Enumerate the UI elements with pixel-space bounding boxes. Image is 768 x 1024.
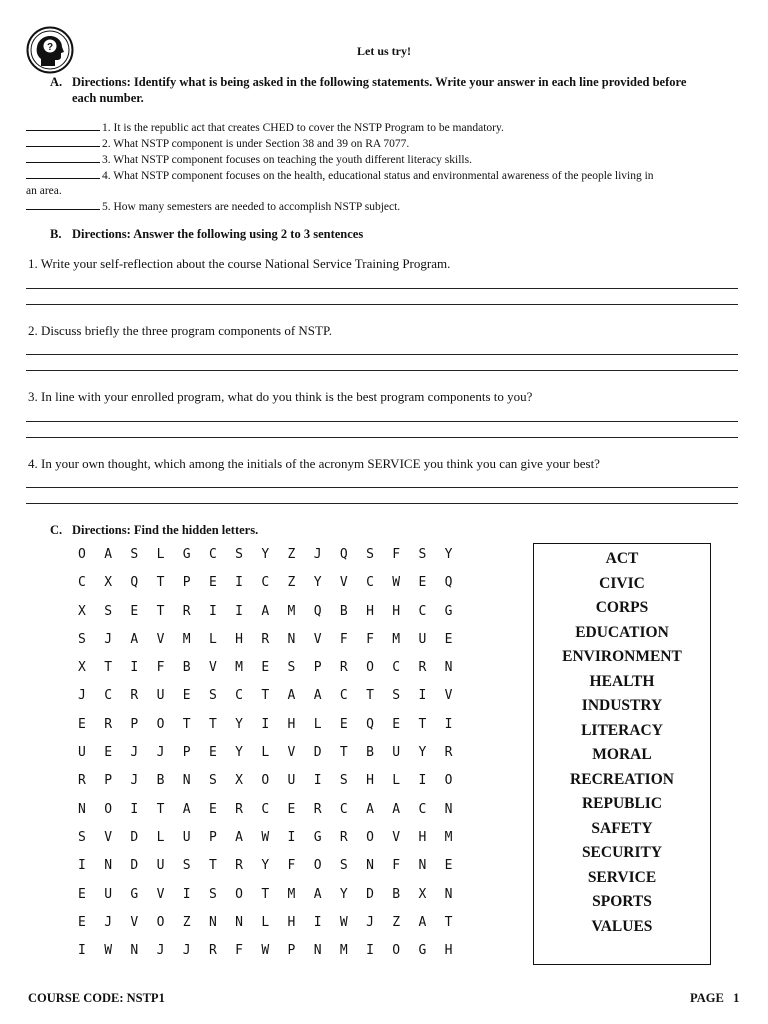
grid-letter[interactable]: S: [287, 660, 296, 676]
grid-letter[interactable]: S: [339, 773, 348, 789]
grid-letter[interactable]: A: [235, 829, 243, 845]
grid-letter[interactable]: I: [130, 801, 139, 817]
grid-letter[interactable]: H: [287, 914, 296, 930]
answer-blank[interactable]: [26, 168, 100, 179]
word-list: [534, 547, 710, 939]
grid-letter[interactable]: I: [313, 773, 322, 789]
grid-letter[interactable]: A: [313, 688, 322, 704]
grid-letter[interactable]: C: [392, 660, 401, 676]
question-1: 1. Write your self-reflection about the course National Service Training Program.: [28, 256, 451, 271]
grid-letter[interactable]: W: [261, 943, 270, 959]
grid-letter[interactable]: S: [78, 829, 86, 845]
answer-line[interactable]: [26, 487, 738, 488]
grid-letter[interactable]: W: [104, 943, 113, 959]
grid-letter[interactable]: V: [444, 688, 453, 704]
grid-letter[interactable]: N: [104, 858, 113, 874]
grid-letter[interactable]: Y: [339, 886, 348, 902]
word-list-item: MORAL: [592, 746, 652, 763]
grid-letter[interactable]: T: [418, 716, 427, 732]
grid-letter[interactable]: A: [104, 547, 113, 562]
grid-letter[interactable]: A: [130, 631, 139, 647]
grid-letter[interactable]: I: [418, 688, 427, 704]
grid-letter[interactable]: I: [287, 829, 296, 845]
grid-row: [78, 716, 471, 744]
list-item: 3. What NSTP component focuses on teaching the youth different literacy skills.: [26, 152, 746, 168]
grid-letter[interactable]: T: [156, 575, 165, 591]
grid-letter[interactable]: I: [208, 603, 217, 619]
grid-letter[interactable]: W: [339, 914, 348, 930]
grid-letter[interactable]: P: [208, 829, 217, 845]
grid-row: [78, 574, 471, 602]
word-list-item: INDUSTRY: [581, 697, 663, 714]
grid-letter[interactable]: U: [418, 631, 427, 647]
grid-letter[interactable]: B: [156, 773, 165, 789]
grid-letter[interactable]: V: [104, 829, 113, 845]
section-a-marker: A.: [50, 75, 63, 89]
grid-letter[interactable]: S: [208, 773, 217, 789]
grid-letter[interactable]: D: [366, 886, 374, 902]
word-list-item: SECURITY: [581, 844, 663, 861]
word-list-item: SERVICE: [587, 868, 657, 886]
grid-letter[interactable]: G: [313, 829, 322, 845]
grid-row: [78, 914, 471, 942]
section-a-directions-line1: Directions: Identify what is being asked in the following statements. Write your answer in each line provided before: [72, 75, 687, 89]
grid-letter[interactable]: E: [444, 858, 453, 874]
answer-line[interactable]: [26, 288, 738, 289]
grid-letter[interactable]: Q: [444, 575, 453, 591]
grid-letter[interactable]: X: [78, 660, 86, 676]
grid-letter[interactable]: J: [313, 547, 322, 562]
grid-letter[interactable]: F: [392, 547, 401, 562]
grid-letter[interactable]: U: [156, 688, 165, 704]
grid-letter[interactable]: G: [182, 547, 191, 562]
answer-blank[interactable]: [26, 136, 100, 147]
grid-letter[interactable]: R: [235, 858, 243, 874]
grid-letter[interactable]: Z: [182, 914, 191, 930]
word-list-item: SAFETY: [591, 819, 653, 837]
grid-letter[interactable]: N: [444, 660, 453, 676]
grid-letter[interactable]: D: [130, 858, 139, 874]
grid-letter[interactable]: A: [392, 801, 401, 817]
list-item: 5. How many semesters are needed to accomplish NSTP subject.: [26, 199, 746, 215]
grid-letter[interactable]: C: [261, 801, 270, 817]
grid-letter[interactable]: P: [287, 943, 296, 959]
grid-letter[interactable]: I: [78, 858, 86, 874]
grid-letter[interactable]: U: [182, 829, 191, 845]
grid-letter[interactable]: B: [366, 745, 374, 761]
grid-letter[interactable]: C: [261, 575, 270, 591]
grid-letter[interactable]: U: [156, 858, 165, 874]
grid-row: [78, 857, 471, 885]
grid-letter[interactable]: X: [78, 603, 86, 619]
grid-letter[interactable]: N: [208, 914, 217, 930]
grid-letter[interactable]: F: [235, 943, 243, 959]
grid-letter[interactable]: F: [156, 660, 165, 676]
grid-letter[interactable]: T: [208, 716, 217, 732]
grid-letter[interactable]: B: [182, 660, 191, 676]
grid-letter[interactable]: Y: [261, 547, 270, 562]
grid-letter[interactable]: E: [444, 631, 453, 647]
grid-letter[interactable]: D: [130, 829, 139, 845]
grid-letter[interactable]: J: [156, 745, 165, 761]
grid-letter[interactable]: D: [313, 745, 322, 761]
grid-letter[interactable]: O: [104, 801, 113, 817]
grid-letter[interactable]: J: [78, 688, 86, 704]
grid-letter[interactable]: E: [182, 688, 191, 704]
grid-letter[interactable]: O: [392, 943, 401, 959]
grid-letter[interactable]: O: [156, 914, 165, 930]
word-list-box: [533, 543, 711, 965]
grid-letter[interactable]: E: [78, 886, 86, 902]
grid-row: [78, 631, 471, 659]
grid-letter[interactable]: A: [366, 801, 374, 817]
word-list-item: CIVIC: [599, 574, 645, 592]
grid-letter[interactable]: P: [182, 745, 191, 761]
grid-row: [78, 659, 471, 687]
grid-letter[interactable]: L: [156, 829, 165, 845]
grid-letter[interactable]: I: [182, 886, 191, 902]
grid-letter[interactable]: Y: [261, 858, 270, 874]
grid-letter[interactable]: A: [261, 603, 270, 619]
grid-letter[interactable]: S: [418, 547, 427, 562]
grid-letter[interactable]: R: [130, 688, 139, 704]
grid-letter[interactable]: C: [339, 688, 348, 704]
list-item-wrap: an area.: [26, 185, 62, 197]
grid-letter[interactable]: R: [418, 660, 427, 676]
section-b-marker: B.: [50, 227, 62, 241]
grid-letter[interactable]: U: [104, 886, 113, 902]
grid-letter[interactable]: T: [366, 688, 374, 704]
grid-letter[interactable]: A: [313, 886, 322, 902]
grid-letter[interactable]: N: [444, 801, 453, 817]
grid-letter[interactable]: P: [313, 660, 322, 676]
grid-letter[interactable]: E: [261, 660, 270, 676]
grid-letter[interactable]: B: [339, 603, 348, 619]
grid-letter[interactable]: M: [339, 943, 348, 959]
grid-letter[interactable]: P: [182, 575, 191, 591]
grid-letter[interactable]: V: [156, 631, 165, 647]
grid-letter[interactable]: Q: [130, 575, 139, 591]
grid-letter[interactable]: G: [444, 603, 453, 619]
list-item: 1. It is the republic act that creates CHED to cover the NSTP Program to be mandatory.: [26, 120, 746, 136]
question-2: 2. Discuss briefly the three program components of NSTP.: [28, 323, 333, 338]
answer-line[interactable]: [26, 370, 738, 371]
grid-letter[interactable]: I: [78, 943, 86, 959]
grid-letter[interactable]: B: [392, 886, 401, 902]
answer-blank[interactable]: [26, 152, 100, 163]
grid-letter[interactable]: T: [182, 716, 191, 732]
grid-letter[interactable]: C: [208, 547, 217, 562]
grid-letter[interactable]: T: [156, 801, 165, 817]
grid-letter[interactable]: J: [156, 943, 165, 959]
grid-row: [78, 546, 471, 574]
grid-letter[interactable]: Q: [313, 603, 322, 619]
grid-letter[interactable]: N: [366, 858, 374, 874]
grid-letter[interactable]: X: [104, 575, 113, 591]
grid-letter[interactable]: G: [130, 886, 139, 902]
grid-letter[interactable]: J: [104, 914, 113, 930]
grid-letter[interactable]: V: [313, 631, 322, 647]
grid-letter[interactable]: I: [235, 603, 243, 619]
grid-letter[interactable]: O: [235, 886, 243, 902]
grid-letter[interactable]: L: [313, 716, 322, 732]
grid-letter[interactable]: H: [366, 773, 374, 789]
question-3: 3. In line with your enrolled program, what do you think is the best program components to you?: [28, 389, 533, 404]
grid-letter[interactable]: X: [235, 773, 243, 789]
grid-letter[interactable]: L: [261, 745, 270, 761]
grid-letter[interactable]: U: [287, 773, 296, 789]
grid-letter[interactable]: H: [418, 829, 427, 845]
grid-letter[interactable]: U: [78, 745, 86, 761]
grid-letter[interactable]: V: [156, 886, 165, 902]
word-list-item: SPORTS: [592, 893, 652, 910]
grid-letter[interactable]: F: [366, 631, 374, 647]
grid-letter[interactable]: J: [130, 773, 139, 789]
grid-letter[interactable]: V: [392, 829, 401, 845]
grid-letter[interactable]: N: [418, 858, 427, 874]
grid-letter[interactable]: C: [366, 575, 374, 591]
word-list-item: LITERACY: [581, 721, 663, 739]
grid-letter[interactable]: O: [444, 773, 453, 789]
grid-row: [78, 687, 471, 715]
answer-line[interactable]: [26, 354, 738, 355]
grid-row: [78, 772, 471, 800]
grid-letter[interactable]: Y: [235, 716, 243, 732]
grid-letter[interactable]: A: [287, 688, 296, 704]
word-list-item: HEALTH: [589, 672, 655, 690]
grid-letter[interactable]: S: [235, 547, 243, 562]
grid-letter[interactable]: O: [313, 858, 322, 874]
grid-letter[interactable]: V: [287, 745, 296, 761]
grid-letter[interactable]: H: [366, 603, 374, 619]
grid-letter[interactable]: V: [130, 914, 139, 930]
grid-letter[interactable]: C: [418, 801, 427, 817]
grid-letter[interactable]: L: [156, 547, 165, 562]
page-number: PAGE 1: [690, 991, 740, 1005]
grid-row: [78, 801, 471, 829]
grid-letter[interactable]: S: [339, 858, 348, 874]
question-4: 4. In your own thought, which among the initials of the acronym SERVICE you think you can give your best?: [28, 456, 600, 471]
page-title: Let us try!: [357, 44, 411, 58]
grid-letter[interactable]: J: [104, 631, 113, 647]
word-list-item: VALUES: [591, 917, 653, 935]
grid-letter[interactable]: T: [339, 745, 348, 761]
grid-letter[interactable]: S: [182, 858, 191, 874]
grid-letter[interactable]: T: [104, 660, 113, 676]
grid-letter[interactable]: I: [313, 914, 322, 930]
grid-letter[interactable]: R: [261, 631, 270, 647]
grid-letter[interactable]: H: [287, 716, 296, 732]
grid-letter[interactable]: C: [235, 688, 243, 704]
grid-letter[interactable]: E: [418, 575, 427, 591]
grid-letter[interactable]: A: [182, 801, 191, 817]
grid-letter[interactable]: A: [418, 914, 427, 930]
grid-letter[interactable]: O: [261, 773, 270, 789]
grid-letter[interactable]: O: [78, 547, 86, 562]
grid-letter[interactable]: M: [444, 829, 453, 845]
grid-letter[interactable]: I: [261, 716, 270, 732]
answer-line[interactable]: [26, 437, 738, 438]
list-item: 2. What NSTP component is under Section 38 and 39 on RA 7077.: [26, 136, 746, 152]
grid-letter[interactable]: C: [339, 801, 348, 817]
section-a-items: [26, 120, 746, 215]
answer-blank[interactable]: [26, 199, 100, 210]
grid-letter[interactable]: G: [418, 943, 427, 959]
word-list-item: EDUCATION: [575, 623, 669, 641]
grid-letter[interactable]: M: [182, 631, 191, 647]
answer-line[interactable]: [26, 304, 738, 305]
grid-letter[interactable]: F: [339, 631, 348, 647]
grid-letter[interactable]: J: [366, 914, 374, 930]
grid-letter[interactable]: N: [235, 914, 243, 930]
grid-letter[interactable]: S: [208, 688, 217, 704]
word-list-item: ENVIRONMENT: [562, 648, 682, 665]
section-c-marker: C.: [50, 523, 63, 537]
grid-letter[interactable]: L: [392, 773, 401, 789]
grid-letter[interactable]: Y: [418, 745, 427, 761]
grid-letter[interactable]: L: [208, 631, 217, 647]
grid-letter[interactable]: J: [130, 745, 139, 761]
grid-letter[interactable]: S: [130, 547, 139, 562]
grid-letter[interactable]: X: [418, 886, 427, 902]
grid-letter[interactable]: I: [235, 575, 243, 591]
grid-letter[interactable]: V: [208, 660, 217, 676]
grid-letter[interactable]: R: [208, 943, 217, 959]
grid-letter[interactable]: Q: [366, 716, 374, 732]
grid-letter[interactable]: E: [78, 716, 86, 732]
word-search-grid[interactable]: [78, 546, 471, 970]
answer-line[interactable]: [26, 503, 738, 504]
grid-letter[interactable]: S: [366, 547, 374, 562]
grid-letter[interactable]: E: [104, 745, 113, 761]
grid-letter[interactable]: T: [261, 688, 270, 704]
svg-text:?: ?: [46, 42, 54, 53]
word-list-item: RECREATION: [570, 770, 674, 788]
grid-letter[interactable]: N: [78, 801, 86, 817]
list-item: 4. What NSTP component focuses on the health, educational status and environmental awareness of the people living in: [26, 168, 746, 184]
grid-letter[interactable]: C: [78, 575, 86, 591]
word-list-item: CORPS: [595, 599, 649, 616]
grid-letter[interactable]: E: [287, 801, 296, 817]
grid-letter[interactable]: S: [104, 603, 113, 619]
grid-row: [78, 829, 471, 857]
grid-letter[interactable]: E: [208, 745, 217, 761]
grid-letter[interactable]: F: [392, 858, 401, 874]
grid-row: [78, 942, 471, 970]
grid-letter[interactable]: W: [392, 575, 401, 591]
grid-letter[interactable]: R: [313, 801, 322, 817]
section-a-directions: [72, 74, 752, 106]
grid-letter[interactable]: R: [182, 603, 191, 619]
grid-letter[interactable]: S: [78, 631, 86, 647]
grid-letter[interactable]: P: [130, 716, 139, 732]
section-a-directions-line2: each number.: [72, 91, 144, 105]
grid-letter[interactable]: M: [287, 603, 296, 619]
grid-letter[interactable]: P: [104, 773, 113, 789]
grid-letter[interactable]: C: [418, 603, 427, 619]
grid-letter[interactable]: R: [78, 773, 86, 789]
grid-letter[interactable]: Z: [287, 547, 296, 562]
answer-blank[interactable]: [26, 120, 100, 131]
grid-letter[interactable]: N: [130, 943, 139, 959]
grid-letter[interactable]: I: [130, 660, 139, 676]
grid-letter[interactable]: Q: [339, 547, 348, 562]
grid-letter[interactable]: I: [444, 716, 453, 732]
grid-letter[interactable]: Y: [444, 547, 453, 562]
grid-letter[interactable]: E: [392, 716, 401, 732]
grid-row: [78, 603, 471, 631]
grid-letter[interactable]: Z: [392, 914, 401, 930]
grid-letter[interactable]: N: [444, 886, 453, 902]
grid-row: [78, 744, 471, 772]
grid-letter[interactable]: E: [78, 914, 86, 930]
grid-letter[interactable]: Y: [235, 745, 243, 761]
grid-letter[interactable]: T: [156, 603, 165, 619]
grid-row: [78, 886, 471, 914]
grid-letter[interactable]: R: [104, 716, 113, 732]
grid-letter[interactable]: H: [235, 631, 243, 647]
grid-letter[interactable]: T: [208, 858, 217, 874]
grid-letter[interactable]: H: [444, 943, 453, 959]
grid-letter[interactable]: O: [366, 829, 374, 845]
grid-letter[interactable]: Y: [313, 575, 322, 591]
grid-letter[interactable]: M: [392, 631, 401, 647]
grid-letter[interactable]: H: [392, 603, 401, 619]
grid-letter[interactable]: E: [130, 603, 139, 619]
grid-letter[interactable]: E: [339, 716, 348, 732]
grid-letter[interactable]: L: [261, 914, 270, 930]
grid-letter[interactable]: M: [235, 660, 243, 676]
grid-letter[interactable]: R: [235, 801, 243, 817]
grid-letter[interactable]: U: [392, 745, 401, 761]
grid-letter[interactable]: O: [366, 660, 374, 676]
grid-letter[interactable]: S: [208, 886, 217, 902]
answer-line[interactable]: [26, 421, 738, 422]
grid-letter[interactable]: I: [418, 773, 427, 789]
section-c-directions: Directions: Find the hidden letters.: [72, 523, 259, 537]
section-b-directions: Directions: Answer the following using 2 to 3 sentences: [72, 227, 364, 241]
grid-letter[interactable]: N: [313, 943, 322, 959]
course-code: COURSE CODE: NSTP1: [28, 991, 165, 1005]
grid-letter[interactable]: C: [104, 688, 113, 704]
grid-letter[interactable]: T: [261, 886, 270, 902]
grid-letter[interactable]: M: [287, 886, 296, 902]
grid-letter[interactable]: J: [182, 943, 191, 959]
word-list-item: ACT: [605, 550, 639, 567]
grid-letter[interactable]: O: [156, 716, 165, 732]
grid-letter[interactable]: R: [339, 660, 348, 676]
grid-letter[interactable]: E: [208, 801, 217, 817]
grid-letter[interactable]: E: [208, 575, 217, 591]
grid-letter[interactable]: W: [261, 829, 270, 845]
grid-letter[interactable]: N: [287, 631, 296, 647]
grid-letter[interactable]: R: [444, 745, 453, 761]
grid-letter[interactable]: T: [444, 914, 453, 930]
grid-letter[interactable]: V: [339, 575, 348, 591]
grid-letter[interactable]: N: [182, 773, 191, 789]
word-list-item: REPUBLIC: [581, 795, 663, 812]
grid-letter[interactable]: S: [392, 688, 401, 704]
grid-letter[interactable]: R: [339, 829, 348, 845]
grid-letter[interactable]: F: [287, 858, 296, 874]
grid-letter[interactable]: Z: [287, 575, 296, 591]
grid-letter[interactable]: I: [366, 943, 374, 959]
